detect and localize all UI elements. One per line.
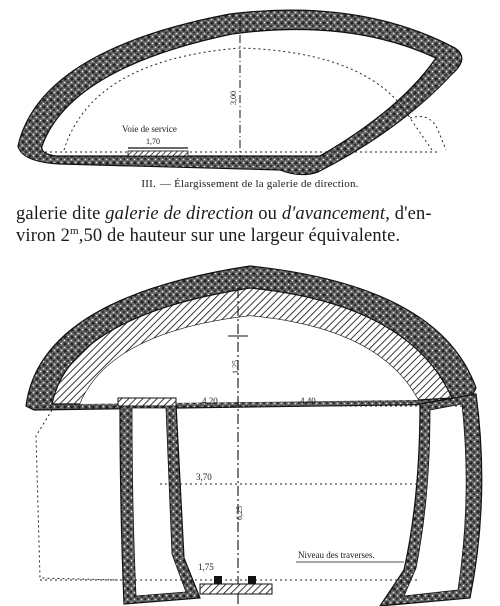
caption-text: — Élargissement de la galerie de direction.: [159, 178, 359, 190]
label-right-width: 4,40: [300, 396, 316, 406]
paragraph-text: ou: [253, 204, 282, 224]
label-niveau-des-traverses: Niveau des traverses.: [298, 550, 375, 560]
paragraph-italic-term: d'avancement: [281, 204, 386, 224]
paragraph-superscript: m: [69, 224, 79, 237]
paragraph-italic-term: galerie de direction: [105, 204, 254, 224]
paragraph-text: viron 2: [16, 226, 70, 246]
body-paragraph: [16, 203, 488, 247]
figure-caption: [0, 178, 500, 190]
paragraph-text: galerie dite: [16, 204, 106, 224]
label-voie-de-service: Voie de service: [122, 124, 177, 134]
label-voie-width: 1,70: [146, 137, 160, 146]
top-track: [128, 151, 188, 156]
figure-bottom-tunnel-section: [0, 258, 500, 606]
bottom-track: [200, 584, 272, 594]
figure-top-gallery-enlargement: [0, 0, 500, 180]
label-bottom-width: 1,75: [198, 562, 214, 572]
paragraph-text: ,50 de hauteur sur une largeur équivalente.: [78, 226, 401, 246]
caption-number: III.: [141, 178, 156, 190]
bottom-left-springer: [118, 398, 176, 406]
paragraph-text: , d'en-: [385, 204, 432, 224]
label-top-height: 1,25: [231, 360, 240, 374]
label-mid-width: 3,70: [196, 472, 212, 482]
label-left-width: 4,20: [202, 396, 218, 406]
label-height: 3,00: [229, 91, 238, 105]
label-height-mid: 6,25: [235, 506, 244, 520]
